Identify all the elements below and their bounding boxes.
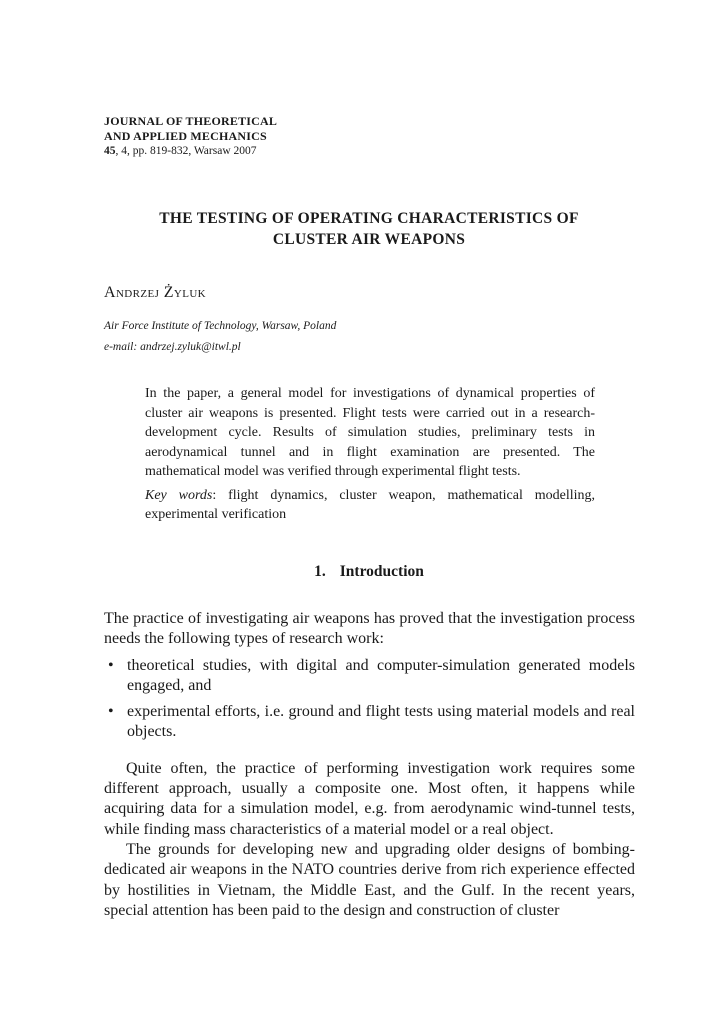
journal-header xyxy=(104,114,277,159)
list-item xyxy=(104,656,635,697)
author-info xyxy=(104,316,336,358)
paper-title-line2: CLUSTER AIR WEAPONS xyxy=(272,231,466,248)
journal-details: , 4, pp. 819-832, Warsaw 2007 xyxy=(115,145,257,157)
affiliation: Air Force Institute of Technology, Warsaw, Poland xyxy=(104,320,337,332)
list-item-text: theoretical studies, with digital and computer-simulation generated models engaged, and xyxy=(127,656,635,694)
section-title: Introduction xyxy=(339,563,424,580)
keywords-text: : flight dynamics, cluster weapon, mathematical modelling, experimental verification xyxy=(145,487,595,522)
journal-volume: 45 xyxy=(104,145,116,157)
author-email: e-mail: andrzej.zyluk@itwl.pl xyxy=(104,341,241,353)
author-name: Andrzej Żyluk xyxy=(104,284,207,301)
paragraph-2: Quite often, the practice of performing investigation work requires some different approach, usually a composite one. Most often, it happens while acquiring data for a simulation model, e.g. from aerodynamic wind-tunnel tests, while finding mass characteristics of a material model or a real object. xyxy=(104,759,635,838)
list-item xyxy=(104,702,635,743)
list-item-text: experimental efforts, i.e. ground and flight tests using material models and real objects. xyxy=(127,703,635,741)
journal-issue-info xyxy=(104,144,277,159)
section-number: 1. xyxy=(314,563,326,580)
journal-name-line2: AND APPLIED MECHANICS xyxy=(104,129,267,143)
paragraph-3: The grounds for developing new and upgrading older designs of bombing-dedicated air weapons in the NATO countries derive from rich experience effected by hostilities in Vietnam, the Middle East, and the Gulf. In the recent years, special attention has been paid to the design and construction of cluster xyxy=(104,840,635,919)
paragraph-1: The practice of investigating air weapons has proved that the investigation process needs the following types of research work: xyxy=(104,610,635,648)
abstract-text: In the paper, a general model for investigations of dynamical properties of cluster air weapons is presented. Flight tests were carried out in a research-development cycle. Results of simulation studies, preliminary tests in aerodynamical tunnel and in flight examination are presented. The mathematical model was verified through experimental flight tests. xyxy=(145,386,595,479)
body-text xyxy=(104,609,635,921)
paper-title-line1: THE TESTING OF OPERATING CHARACTERISTICS OF xyxy=(159,210,579,227)
abstract xyxy=(145,384,595,525)
bullet-icon: • xyxy=(108,656,114,674)
keywords xyxy=(145,486,595,525)
paper-title xyxy=(104,208,634,250)
bullet-list xyxy=(104,656,635,743)
journal-name-line1: JOURNAL OF THEORETICAL xyxy=(104,114,278,128)
bullet-icon: • xyxy=(108,703,114,721)
keywords-label: Key words xyxy=(145,487,213,503)
section-heading-introduction xyxy=(104,563,634,581)
